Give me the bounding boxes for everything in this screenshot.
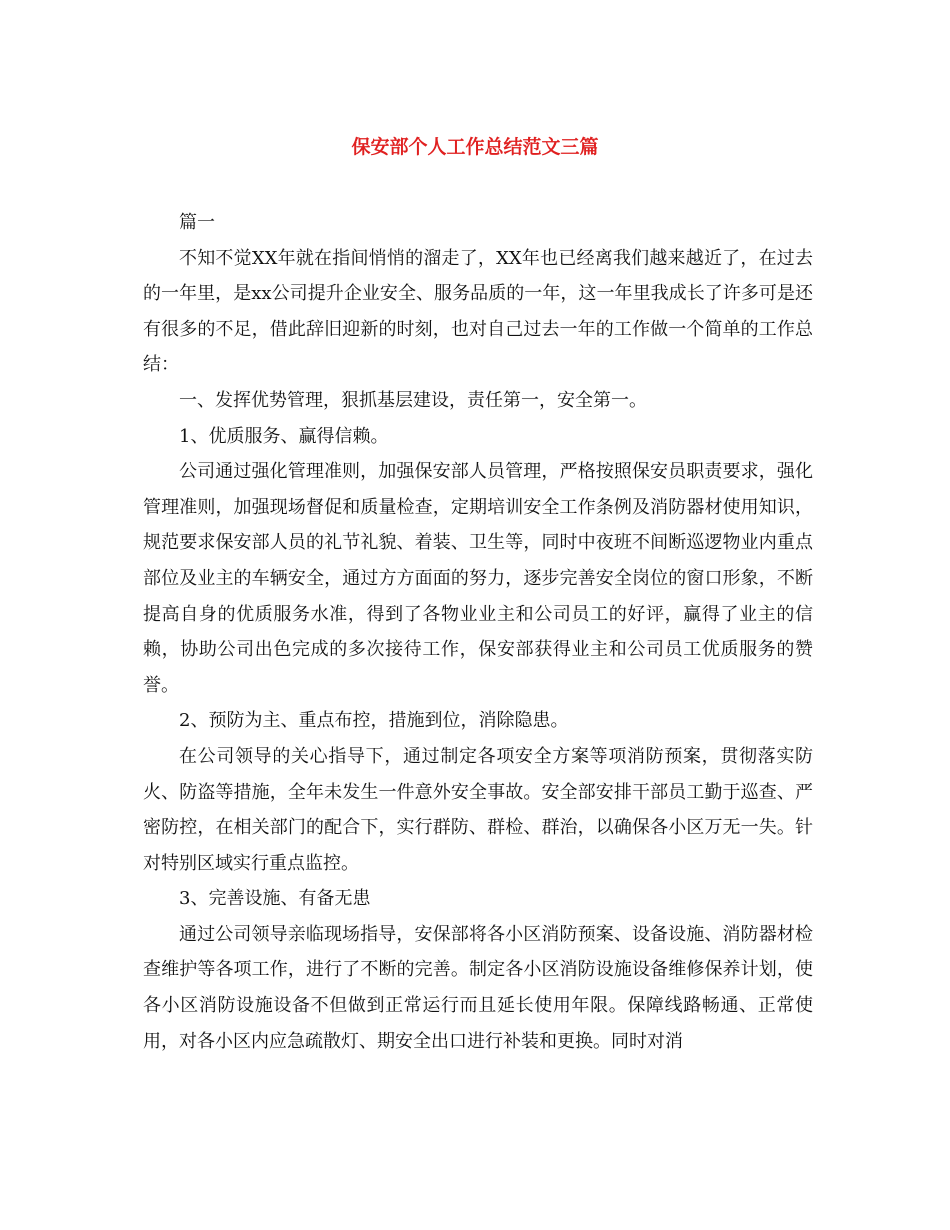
paragraph: 不知不觉XX年就在指间悄悄的溜走了，XX年也已经离我们越来越近了，在过去的一年里，是xx公司提升企业安全、服务品质的一年，这一年里我成长了许多可是还有很多的不足，借此辞旧迎新的时刻，也对自己过去一年的工作做一个简单的工作总结： <box>143 247 813 376</box>
section-heading: 篇一 <box>179 212 215 233</box>
paragraph: 通过公司领导亲临现场指导，安保部将各小区消防预案、设备设施、消防器材检查维护等各项工作，进行了不断的完善。制定各小区消防设施设备维修保养计划，使各小区消防设施设备不但做到正常运行而且延长使用年限。保障线路畅通、正常使用，对各小区内应急疏散灯、期安全出口进行补装和更换。同时对消 <box>143 923 813 1052</box>
paragraph: 公司通过强化管理准则，加强保安部人员管理，严格按照保安员职责要求，强化管理准则，加强现场督促和质量检查，定期培训安全工作条例及消防器材使用知识，规范要求保安部人员的礼节礼貌、着装、卫生等，同时中夜班不间断巡逻物业内重点部位及业主的车辆安全，通过方方面面的努力，逐步完善安全岗位的窗口形象，不断提高自身的优质服务水准，得到了各物业业主和公司员工的好评，赢得了业主的信赖，协助公司出色完成的多次接待工作，保安部获得业主和公司员工优质服务的赞誉。 <box>143 461 813 696</box>
document-title: 保安部个人工作总结范文三篇 <box>351 136 599 158</box>
subsection-heading: 3、完善设施、有备无患 <box>179 888 371 910</box>
paragraph: 在公司领导的关心指导下，通过制定各项安全方案等项消防预案，贯彻落实防火、防盗等措施，全年未发生一件意外安全事故。安全部安排干部员工勤于巡查、严密防控，在相关部门的配合下，实行群防、群检、群治，以确保各小区万无一失。针对特别区域实行重点监控。 <box>143 745 813 874</box>
subsection-heading: 1、优质服务、赢得信赖。 <box>179 425 389 447</box>
document-body <box>143 205 813 1059</box>
subsection-heading: 2、预防为主、重点布控，措施到位，消除隐患。 <box>179 710 569 732</box>
section-heading: 一、发挥优势管理，狠抓基层建设，责任第一，安全第一。 <box>179 389 647 411</box>
